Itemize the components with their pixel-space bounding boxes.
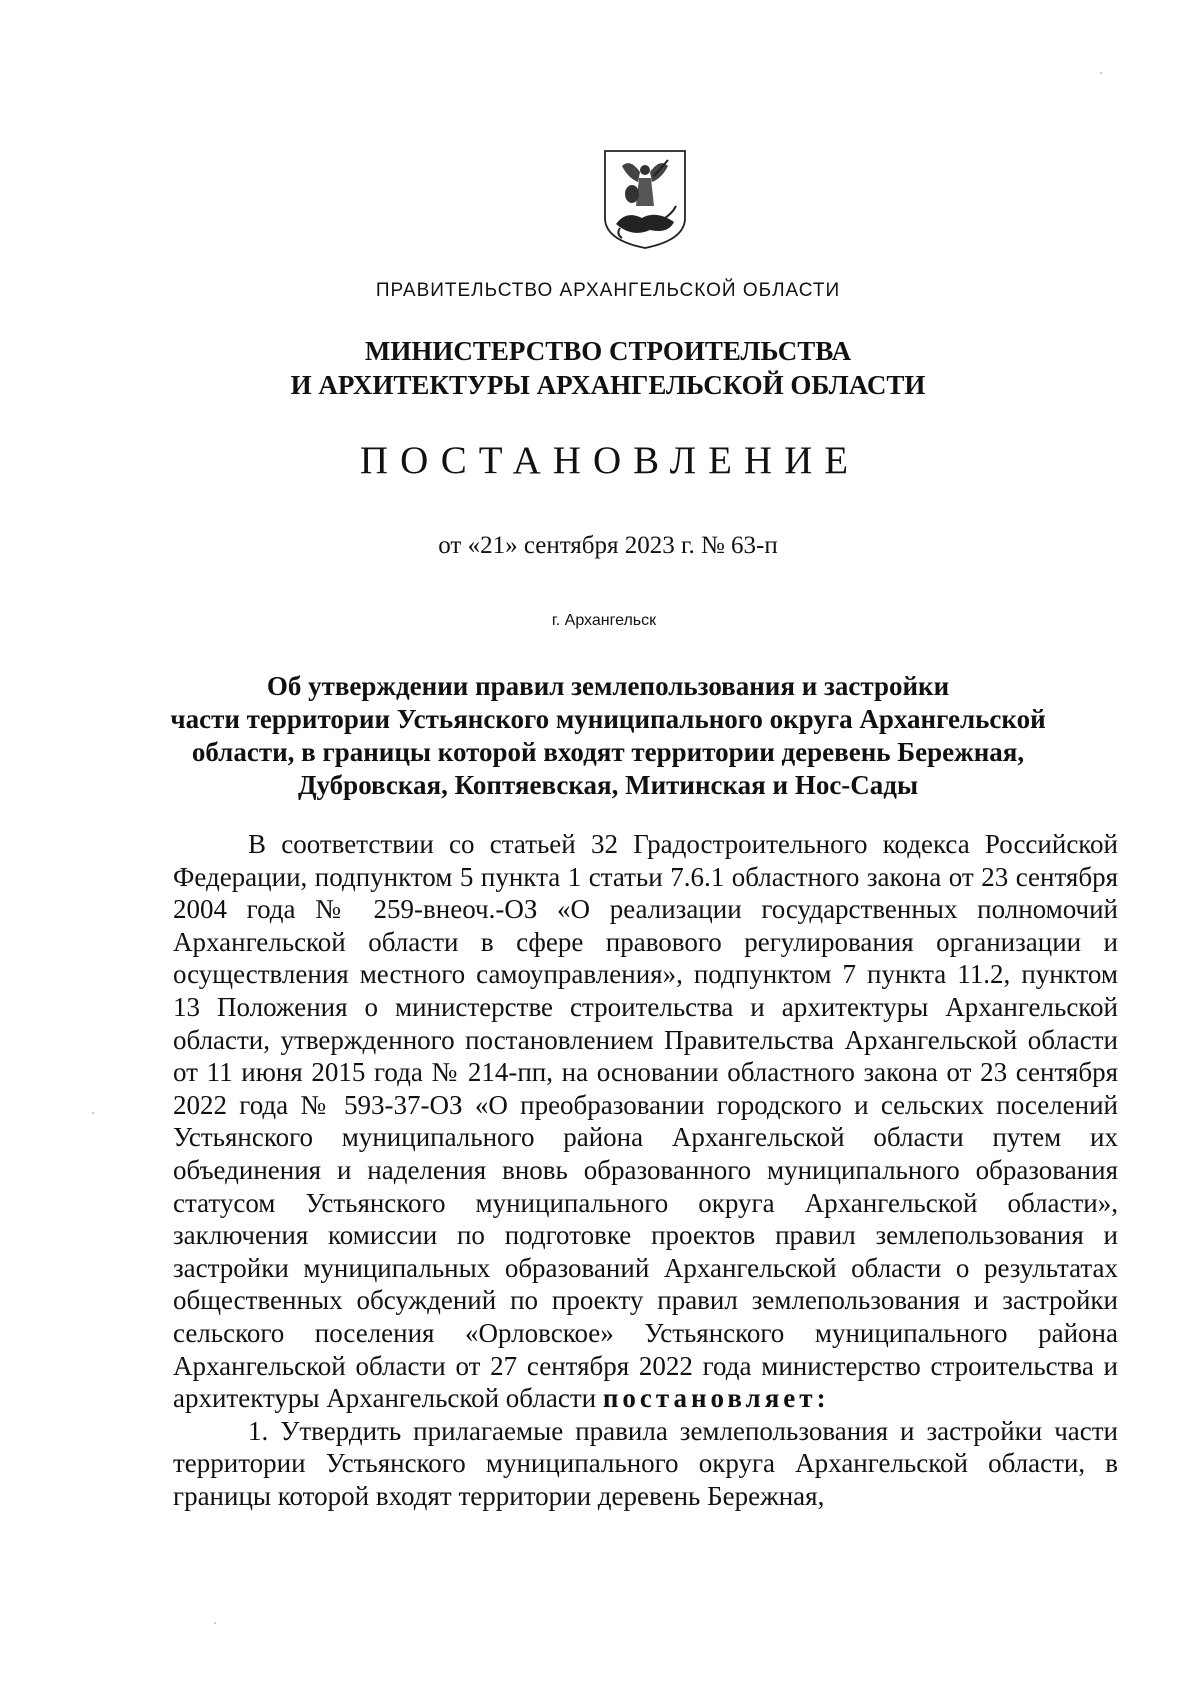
item-1-paragraph: 1. Утвердить прилагаемые правила землепользования и застройки части территории Устьянского муниципального округа Архангельской области, в границы которой входят территории деревень Бережная,: [173, 1415, 1118, 1511]
resolves-word: постановляет: [602, 1383, 817, 1414]
ministry-name: [8, 334, 1200, 402]
title-line-3: области, в границы которой входят территории деревень Бережная,: [191, 737, 1025, 767]
coat-of-arms-icon: [602, 148, 688, 250]
ministry-line-1: МИНИСТЕРСТВО СТРОИТЕЛЬСТВА: [364, 336, 852, 366]
scan-speck: [92, 1112, 94, 1114]
document-body: [173, 828, 1118, 1512]
title-line-2: части территории Устьянского муниципального округа Архангельской: [170, 704, 1046, 734]
document-city: г. Архангельск: [551, 612, 657, 629]
document-type: ПОСТАНОВЛЕНИЕ: [359, 439, 861, 482]
government-name: ПРАВИТЕЛЬСТВО АРХАНГЕЛЬСКОЙ ОБЛАСТИ: [375, 280, 841, 301]
title-line-4: Дубровская, Коптяевская, Митинская и Нос-Сады: [297, 770, 919, 800]
preamble-paragraph: [173, 828, 1118, 1415]
preamble-text: В соответствии со статьей 32 Градостроительного кодекса Российской Федерации, подпунктом 5 пункта 1 статьи 7.6.1 областного закона от 23 сентября 2004 года № 259-внеоч.-ОЗ «О реализации государственных полномочий Архангельской области в сфере правового регулирования организации и осуществления местного самоуправления», подпунктом 7 пункта 11.2, пунктом 13 Положения о министерстве строительства и архитектуры Архангельской области, утвержденного постановлением Правительства Архангельской области от 11 июня 2015 года № 214-пп, на основании областного закона от 23 сентября 2022 года № 593-37-ОЗ «О преобразовании городского и сельских поселений Устьянского муниципального района Архангельской области путем их объединения и наделения вновь образованного муниципального образования статусом Устьянского муниципального округа Архангельской области», заключения комиссии по подготовке проектов правил землепользования и застройки муниципальных образований Архангельской области о результатах общественных обсуждений по проекту правил землепользования и застройки сельского поселения «Орловское» Устьянского муниципального района Архангельской области от 27 сентября 2022 года министерство строительства и архитектуры Архангельской области: [173, 829, 1118, 1414]
scan-speck: [214, 1622, 216, 1624]
document-title: [8, 670, 1200, 802]
ministry-line-2: И АРХИТЕКТУРЫ АРХАНГЕЛЬСКОЙ ОБЛАСТИ: [290, 370, 926, 400]
resolves-colon: :: [816, 1383, 830, 1414]
title-line-1: Об утверждении правил землепользования и застройки: [266, 671, 950, 701]
scan-speck: [1100, 72, 1102, 74]
document-date-number: от «21» сентября 2023 г. № 63-п: [438, 532, 778, 559]
